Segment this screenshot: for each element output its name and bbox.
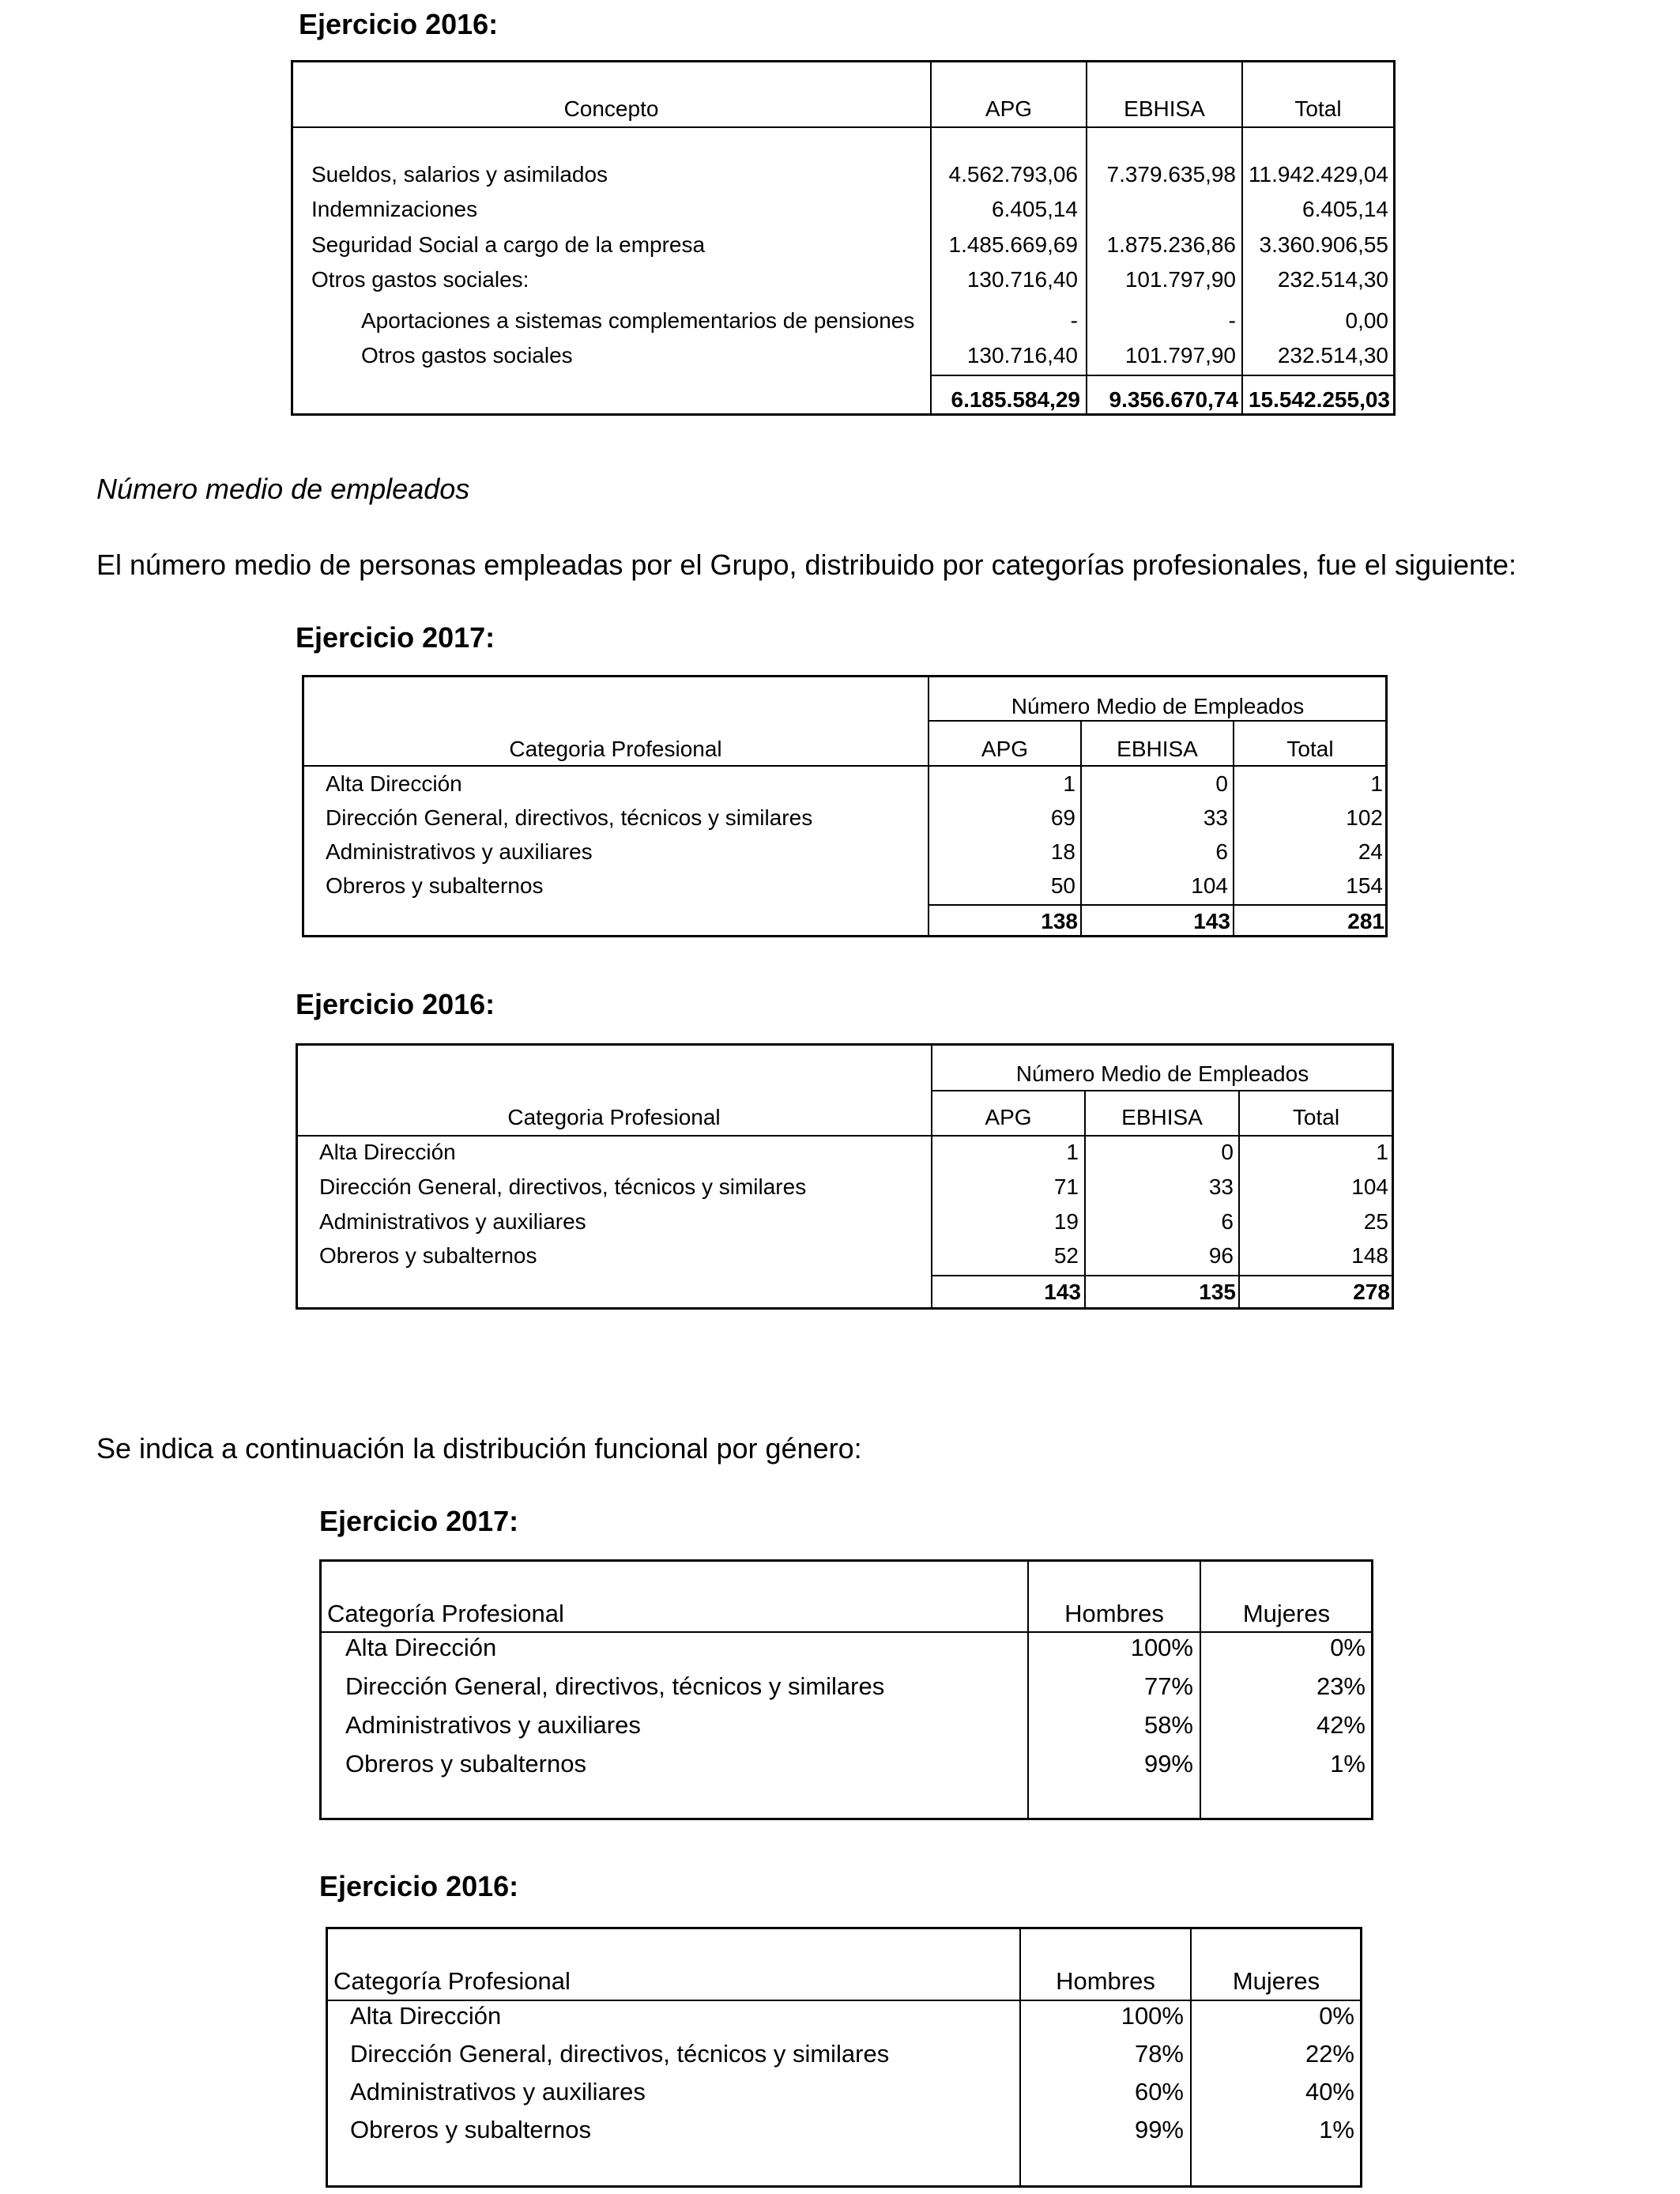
emp17-row-total: 1: [1370, 771, 1383, 796]
emp16-group-rule: [931, 1090, 1394, 1091]
emp16-row-total: 148: [1351, 1243, 1388, 1268]
emp17-row-ebhisa: 33: [1203, 805, 1228, 830]
emp17-group-rule: [928, 720, 1388, 722]
cost-row-ebhisa: 101.797,90: [1124, 343, 1236, 368]
emp16-row-label: Alta Dirección: [319, 1140, 456, 1164]
gen16-row-women: 1%: [1319, 2116, 1354, 2143]
emp16-header-total: Total: [1292, 1105, 1340, 1129]
gen17-header-men: Hombres: [1064, 1600, 1164, 1627]
emp17-row-ebhisa: 104: [1191, 873, 1228, 898]
cost-total-rule: [930, 375, 1396, 376]
gen16-row-label: Obreros y subalternos: [350, 2116, 591, 2143]
cost-row-label: Aportaciones a sistemas complementarios de pensiones: [361, 308, 915, 333]
emp16-row-apg: 52: [1053, 1243, 1079, 1268]
cost-header-ebhisa: EBHISA: [1124, 96, 1205, 121]
gen16-header-rule: [326, 2000, 1362, 2001]
gen16-row-men: 100%: [1121, 2002, 1184, 2030]
emp17-row-ebhisa: 6: [1215, 839, 1228, 864]
emp17-total-rule: [928, 904, 1388, 906]
cost-row-label: Seguridad Social a cargo de la empresa: [311, 232, 706, 257]
cost-row-apg: 1.485.669,69: [948, 232, 1078, 257]
gen16-header-men: Hombres: [1056, 1967, 1155, 1995]
emp17-row-label: Dirección General, directivos, técnicos y similares: [326, 805, 813, 830]
cost-row-apg: 6.405,14: [992, 197, 1078, 221]
gen16-row-women: 0%: [1319, 2002, 1354, 2030]
emp17-row-label: Alta Dirección: [326, 771, 462, 796]
gender-intro: Se indica a continuación la distribución funcional por género:: [96, 1432, 862, 1465]
gen17-header-rule: [319, 1631, 1373, 1633]
emp16-group-header: Número Medio de Empleados: [1015, 1061, 1309, 1086]
emp16-header-ebhisa: EBHISA: [1121, 1105, 1203, 1129]
gen16-row-women: 40%: [1305, 2078, 1354, 2105]
emp16-row-label: Dirección General, directivos, técnicos y similares: [319, 1174, 807, 1199]
gen17-row-men: 58%: [1143, 1711, 1193, 1739]
emp17-header-rule: [302, 765, 1388, 767]
emp17-header-ebhisa: EBHISA: [1117, 737, 1198, 761]
emp17-row-ebhisa: 0: [1215, 771, 1228, 796]
emp16-row-total: 1: [1376, 1140, 1388, 1164]
emp17-header-total: Total: [1286, 737, 1334, 761]
emp16-row-apg: 1: [1066, 1140, 1079, 1164]
emp16-row-apg: 71: [1053, 1174, 1079, 1199]
cost-row-total: 0,00: [1345, 308, 1388, 333]
emp17-group-header: Número Medio de Empleados: [1011, 694, 1305, 718]
heading-2016-employees: Ejercicio 2016:: [296, 988, 495, 1020]
cost-row-ebhisa: 101.797,90: [1124, 267, 1236, 292]
cost-header-apg: APG: [985, 96, 1033, 121]
emp17-row-total: 102: [1346, 805, 1383, 830]
emp17-row-apg: 69: [1050, 805, 1075, 830]
gen17-row-women: 23%: [1316, 1672, 1365, 1700]
emp17-row-label: Obreros y subalternos: [326, 873, 544, 898]
gen16-row-label: Administrativos y auxiliares: [350, 2078, 646, 2105]
emp17-header-category: Categoria Profesional: [509, 737, 722, 761]
emp16-total-ebhisa: 135: [1199, 1280, 1236, 1304]
gen17-row-label: Dirección General, directivos, técnicos y similares: [345, 1672, 885, 1700]
cost-row-total: 3.360.906,55: [1259, 232, 1388, 257]
emp17-total-total: 281: [1347, 909, 1384, 933]
emp17-row-apg: 50: [1050, 873, 1075, 898]
gen16-row-label: Alta Dirección: [350, 2002, 502, 2030]
gen17-row-men: 100%: [1130, 1634, 1193, 1661]
gen16-header-category: Categoría Profesional: [333, 1967, 571, 1995]
emp17-total-ebhisa: 143: [1193, 909, 1230, 933]
emp16-row-ebhisa: 6: [1221, 1209, 1234, 1234]
cost-row-total: 11.942.429,04: [1249, 162, 1388, 187]
emp16-header-apg: APG: [985, 1105, 1032, 1129]
employees-intro: El número medio de personas empleadas por el Grupo, distribuido por categorías profesionales, fue el siguiente:: [96, 548, 1517, 581]
gen17-row-women: 42%: [1316, 1711, 1365, 1739]
emp16-header-category: Categoria Profesional: [507, 1105, 721, 1129]
emp16-row-label: Administrativos y auxiliares: [319, 1209, 586, 1234]
employees-subtitle: Número medio de empleados: [96, 473, 470, 505]
gen17-row-label: Administrativos y auxiliares: [345, 1711, 641, 1739]
cost-row-apg: -: [1070, 308, 1078, 333]
cost-row-apg: 130.716,40: [966, 267, 1078, 292]
cost-row-label: Sueldos, salarios y asimilados: [311, 162, 608, 187]
gen16-row-women: 22%: [1305, 2040, 1354, 2068]
emp16-row-ebhisa: 96: [1208, 1243, 1234, 1268]
gen16-row-men: 78%: [1134, 2040, 1184, 2068]
cost-total-apg: 6.185.584,29: [951, 387, 1080, 412]
emp17-row-total: 24: [1358, 839, 1383, 864]
emp17-row-total: 154: [1346, 873, 1383, 898]
gen17-row-men: 77%: [1143, 1672, 1193, 1700]
cost-header-rule: [291, 126, 1396, 128]
cost-total-total: 15.542.255,03: [1248, 387, 1390, 412]
emp17-row-apg: 1: [1063, 771, 1075, 796]
emp17-header-apg: APG: [981, 737, 1029, 761]
gen16-row-men: 99%: [1134, 2116, 1184, 2143]
cost-row-ebhisa: -: [1228, 308, 1236, 333]
gen17-row-label: Alta Dirección: [345, 1634, 497, 1661]
gen17-header-category: Categoría Profesional: [327, 1600, 564, 1627]
emp16-row-total: 25: [1363, 1209, 1388, 1234]
cost-row-ebhisa: 7.379.635,98: [1106, 162, 1236, 187]
cost-total-ebhisa: 9.356.670,74: [1109, 387, 1238, 412]
cost-row-label: Otros gastos sociales:: [311, 267, 529, 292]
emp16-row-apg: 19: [1053, 1209, 1079, 1234]
cost-row-apg: 130.716,40: [966, 343, 1078, 368]
gen16-row-men: 60%: [1134, 2078, 1184, 2105]
cost-row-label: Otros gastos sociales: [361, 343, 573, 368]
emp17-row-apg: 18: [1050, 839, 1075, 864]
emp16-row-total: 104: [1351, 1174, 1388, 1199]
emp16-header-rule: [296, 1135, 1394, 1137]
cost-row-label: Indemnizaciones: [311, 197, 478, 221]
cost-row-total: 232.514,30: [1277, 267, 1388, 292]
emp16-row-ebhisa: 33: [1208, 1174, 1234, 1199]
emp16-row-label: Obreros y subalternos: [319, 1243, 537, 1268]
cost-header-total: Total: [1294, 96, 1342, 121]
emp16-total-total: 278: [1353, 1280, 1390, 1304]
gen17-row-women: 0%: [1330, 1634, 1365, 1661]
cost-row-total: 6.405,14: [1302, 197, 1388, 221]
gen17-row-label: Obreros y subalternos: [345, 1750, 586, 1777]
gen17-header-women: Mujeres: [1242, 1600, 1331, 1627]
gen16-header-women: Mujeres: [1232, 1967, 1320, 1995]
heading-2016-gender: Ejercicio 2016:: [319, 1870, 519, 1902]
heading-2017-gender: Ejercicio 2017:: [319, 1505, 519, 1537]
emp17-row-label: Administrativos y auxiliares: [326, 839, 593, 864]
cost-row-ebhisa: 1.875.236,86: [1106, 232, 1236, 257]
heading-2016-costs: Ejercicio 2016:: [299, 8, 499, 40]
emp17-total-apg: 138: [1041, 909, 1078, 933]
gen17-row-men: 99%: [1143, 1750, 1193, 1777]
cost-header-concepto: Concepto: [563, 96, 659, 121]
emp16-total-rule: [931, 1275, 1394, 1276]
cost-row-apg: 4.562.793,06: [948, 162, 1078, 187]
emp16-row-ebhisa: 0: [1221, 1140, 1234, 1164]
gen16-row-label: Dirección General, directivos, técnicos y similares: [350, 2040, 890, 2068]
gen17-row-women: 1%: [1330, 1750, 1365, 1777]
heading-2017-employees: Ejercicio 2017:: [296, 621, 495, 654]
emp16-total-apg: 143: [1044, 1280, 1081, 1304]
cost-row-total: 232.514,30: [1277, 343, 1388, 368]
